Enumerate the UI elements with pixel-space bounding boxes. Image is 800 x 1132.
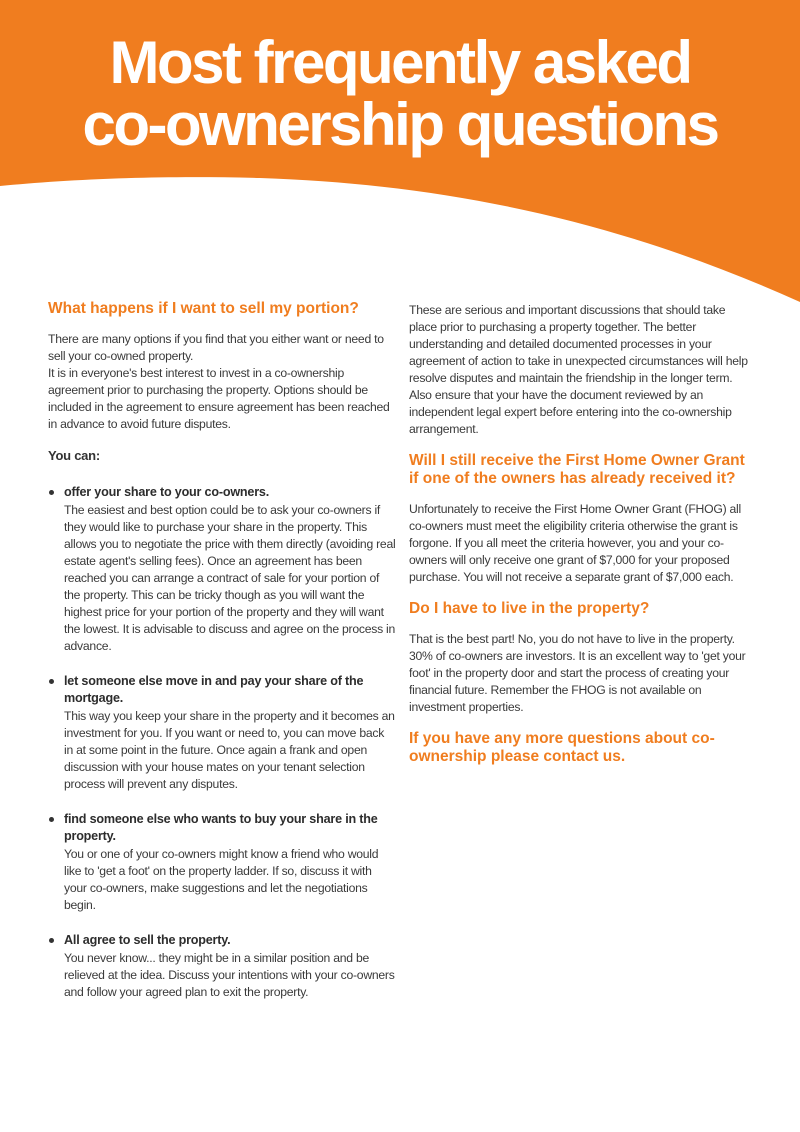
live-in-property-paragraph: That is the best part! No, you do not have to live in the property. 30% of co-owners are investors. It is an excellent way to 'get your foot' in the property door and start the process of creating your financial future. Remember the FHOG is not available on investment properties. xyxy=(409,632,746,714)
you-can-label: You can: xyxy=(48,448,100,463)
option-body: You or one of your co-owners might know a friend who would like to 'get a foot' on the property ladder. If so, discuss it with your co-owners, make suggestions and let the negotiations begin. xyxy=(64,847,379,912)
grant-paragraph: Unfortunately to receive the First Home Owner Grant (FHOG) all co-owners must meet the eligibility criteria otherwise the grant is forgone. If you all meet the criteria however, you and your co-owners will only receive one grant of $7,000 for your proposed purchase. You will not receive a separate grant of $7,000 each. xyxy=(409,502,741,584)
bullet-icon xyxy=(49,938,54,943)
option-lead: All agree to sell the property. xyxy=(64,933,231,947)
intro-paragraph-2: It is in everyone's best interest to invest in a co-ownership agreement prior to purchasing the property. Options should be included in the agreement to ensure agreement has been reached in advance to avoid future disputes. xyxy=(48,366,390,431)
option-body: The easiest and best option could be to ask your co-owners if they would like to purchase your share in the property. This allows you to negotiate the price with them directly (avoiding real estate agent's selling fees). Once an agreement has been reached you can arrange a contract of sale for your portion of the property. This can be tricky though as you will want the highest price for your portion of the property and they will want the lowest. It is advisable to discuss and agree on the process in advance. xyxy=(64,503,396,653)
options-list xyxy=(48,484,396,1001)
list-item xyxy=(48,811,396,914)
option-body: You never know... they might be in a similar position and be relieved at the idea. Discuss your intentions with your co-owners and follow your agreed plan to exit the property. xyxy=(64,951,395,999)
sell-portion-heading: What happens if I want to sell my portion? xyxy=(48,300,359,317)
left-column xyxy=(48,300,396,1019)
title-line-2: co-ownership questions xyxy=(82,91,718,158)
contact-us-callout: If you have any more questions about co-ownership please contact us. xyxy=(409,730,715,765)
bullet-icon xyxy=(49,817,54,822)
option-lead: let someone else move in and pay your share of the mortgage. xyxy=(64,674,364,705)
list-item xyxy=(48,932,396,1001)
option-body: This way you keep your share in the property and it becomes an investment for you. If you want or need to, you can move back in at some point in the future. Once again a frank and open discussion with your house mates on your tenant selection process will prevent any disputes. xyxy=(64,709,395,791)
intro-paragraph: There are many options if you find that you either want or need to sell your co-owned property. xyxy=(48,332,384,363)
bullet-icon xyxy=(49,490,54,495)
option-lead: find someone else who wants to buy your share in the property. xyxy=(64,812,378,843)
list-item xyxy=(48,673,396,793)
continuation-paragraph: These are serious and important discussions that should take place prior to purchasing a property together. The better understanding and detailed documented processes in your agreement of action to take in unexpected circumstances will help resolve disputes and maintain the friendship in the longer term. Also ensure that your have the document reviewed by an independent legal expert before entering into the co-ownership arrangement. xyxy=(409,303,748,436)
live-in-property-heading: Do I have to live in the property? xyxy=(409,600,650,617)
bullet-icon xyxy=(49,679,54,684)
list-item xyxy=(48,484,396,655)
grant-heading: Will I still receive the First Home Owner Grant if one of the owners has already received it? xyxy=(409,452,745,487)
page-title xyxy=(0,29,800,158)
option-lead: offer your share to your co-owners. xyxy=(64,485,270,499)
title-line-1: Most frequently asked xyxy=(109,29,691,96)
right-column xyxy=(409,302,754,779)
